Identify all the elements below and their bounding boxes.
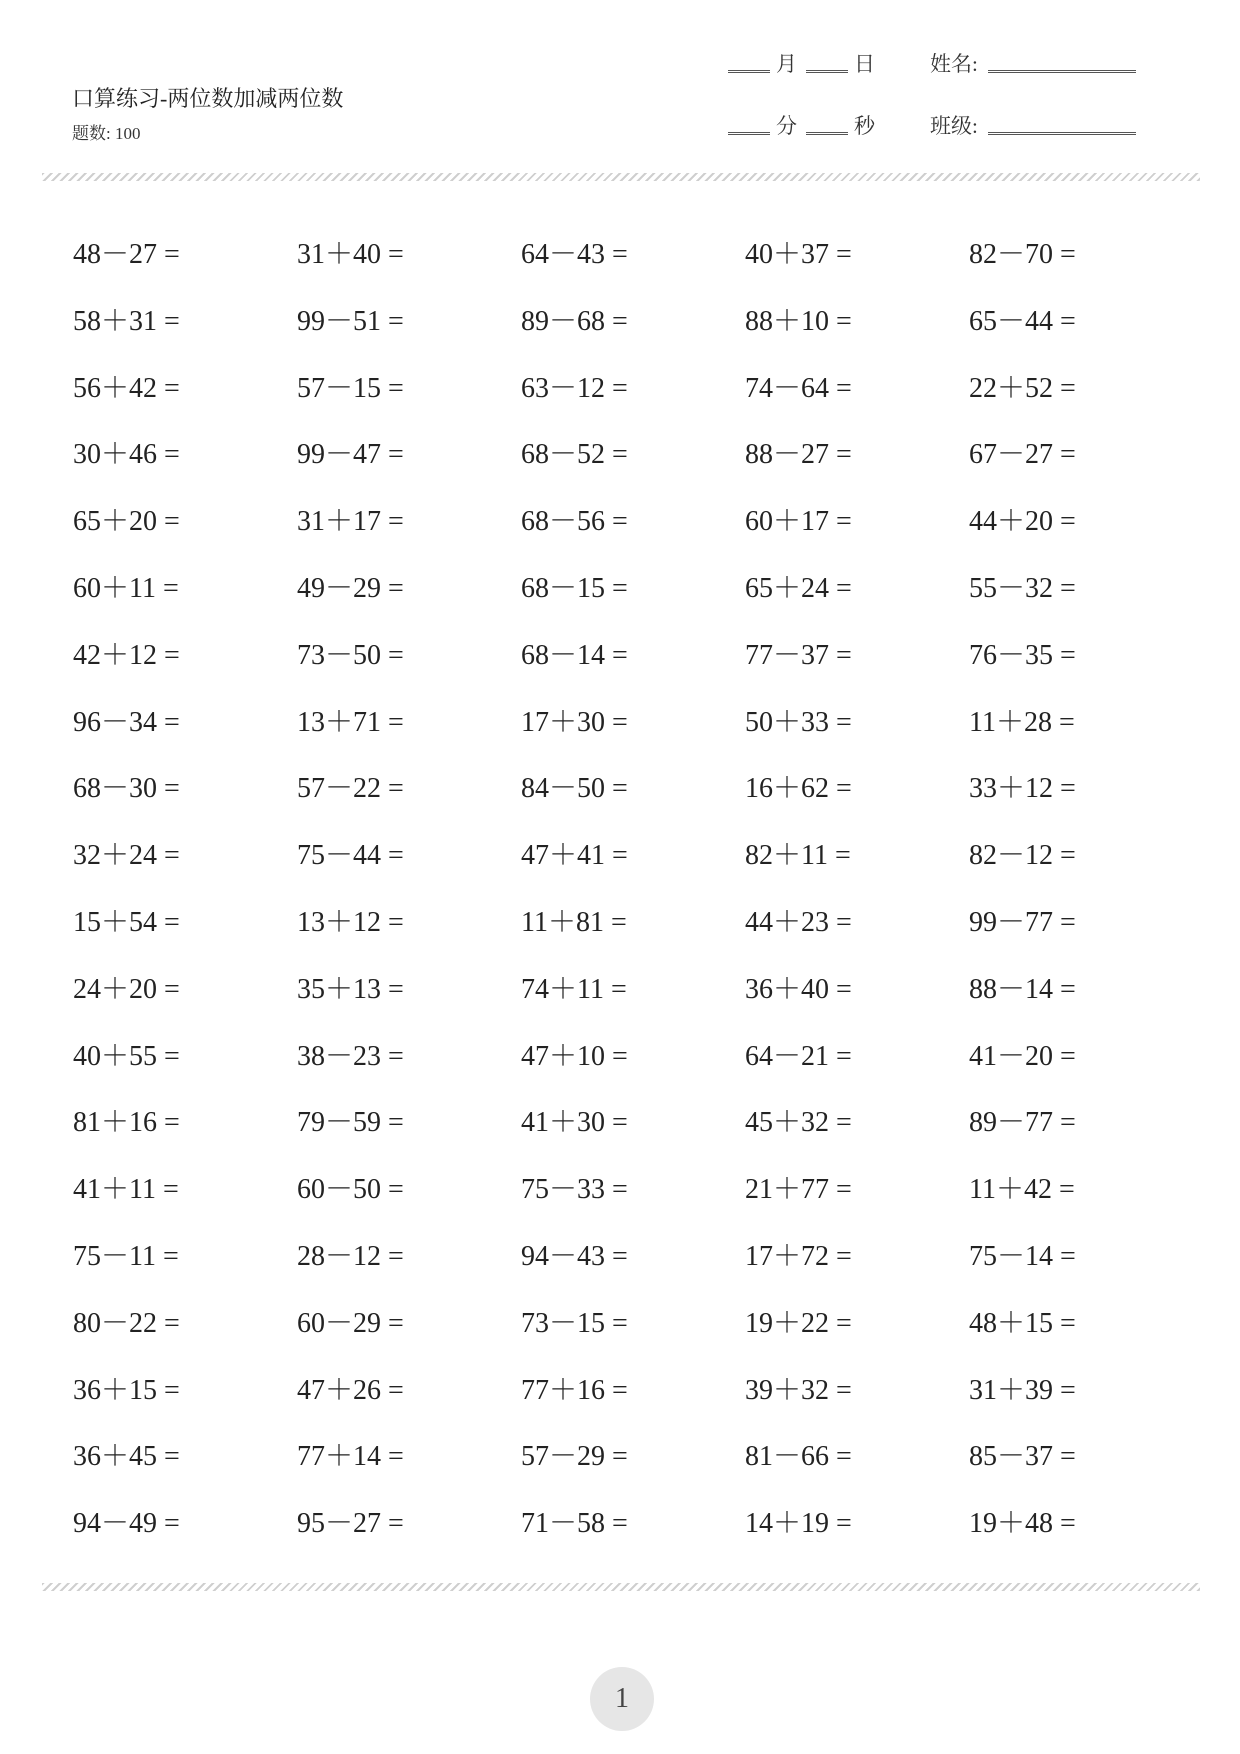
arithmetic-problem: 11＋81 = (521, 906, 627, 938)
arithmetic-problem: 31＋40 = (297, 239, 404, 270)
arithmetic-problem: 68－15 = (521, 572, 628, 604)
arithmetic-problem: 39＋32 = (745, 1374, 852, 1406)
arithmetic-problem: 35＋13 = (297, 973, 404, 1005)
problem-row (73, 422, 1203, 489)
arithmetic-problem: 47＋26 = (297, 1374, 404, 1406)
arithmetic-problem: 79－59 = (297, 1107, 404, 1139)
arithmetic-problem: 22＋52 = (969, 372, 1076, 404)
arithmetic-problem: 82＋11 = (745, 840, 851, 872)
problem-row (73, 823, 1203, 890)
problem-row (73, 957, 1203, 1024)
time-class-row (728, 110, 1158, 150)
arithmetic-problem: 36＋40 = (745, 973, 852, 1005)
arithmetic-problem: 41＋11 = (73, 1174, 179, 1206)
arithmetic-problem: 82－12 = (969, 840, 1076, 872)
arithmetic-problem: 60＋11 = (73, 572, 179, 604)
problem-row (73, 1491, 1203, 1558)
arithmetic-problem: 68－30 = (73, 773, 180, 805)
bottom-divider (42, 1583, 1200, 1591)
arithmetic-problem: 42＋12 = (73, 639, 180, 671)
arithmetic-problem: 81＋16 = (73, 1107, 180, 1139)
problem-grid (73, 222, 1203, 1558)
arithmetic-problem: 58＋31 = (73, 305, 180, 337)
day-blank (806, 70, 848, 73)
arithmetic-problem: 55－32 = (969, 572, 1076, 604)
arithmetic-problem: 89－77 = (969, 1107, 1076, 1139)
arithmetic-problem: 73－15 = (521, 1307, 628, 1339)
arithmetic-problem: 99－77 = (969, 906, 1076, 938)
second-blank (806, 132, 848, 135)
arithmetic-problem: 16＋62 = (745, 773, 852, 805)
second-label: 秒 (854, 114, 875, 138)
arithmetic-problem: 95－27 = (297, 1508, 404, 1540)
arithmetic-problem: 19＋22 = (745, 1307, 852, 1339)
arithmetic-problem: 65＋24 = (745, 572, 852, 604)
arithmetic-problem: 74－64 = (745, 372, 852, 404)
student-info-fields (728, 48, 1158, 150)
arithmetic-problem: 76－35 = (969, 639, 1076, 671)
arithmetic-problem: 96－34 = (73, 706, 180, 738)
worksheet-header (72, 82, 343, 144)
arithmetic-problem: 45＋32 = (745, 1107, 852, 1139)
arithmetic-problem: 31＋39 = (969, 1374, 1076, 1406)
arithmetic-problem: 75－44 = (297, 840, 404, 872)
arithmetic-problem: 63－12 = (521, 372, 628, 404)
problem-row (73, 1424, 1203, 1491)
arithmetic-problem: 60＋17 = (745, 506, 852, 538)
problem-row (73, 890, 1203, 957)
arithmetic-problem: 80－22 = (73, 1307, 180, 1339)
class-blank (988, 132, 1136, 135)
arithmetic-problem: 88＋10 = (745, 305, 852, 337)
arithmetic-problem: 41－20 = (969, 1040, 1076, 1072)
arithmetic-problem: 77＋14 = (297, 1441, 404, 1473)
problem-count: 题数: 100 (72, 124, 141, 143)
arithmetic-problem: 67－27 = (969, 439, 1076, 471)
arithmetic-problem: 19＋48 = (969, 1508, 1076, 1540)
arithmetic-problem: 71－58 = (521, 1508, 628, 1540)
arithmetic-problem: 94－43 = (521, 1240, 628, 1272)
minute-label: 分 (776, 114, 797, 138)
arithmetic-problem: 17＋72 = (745, 1240, 852, 1272)
arithmetic-problem: 68－14 = (521, 639, 628, 671)
worksheet-title: 口算练习-两位数加减两位数 (72, 86, 344, 111)
arithmetic-problem: 15＋54 = (73, 906, 180, 938)
arithmetic-problem: 31＋17 = (297, 506, 404, 538)
arithmetic-problem: 89－68 = (521, 305, 628, 337)
arithmetic-problem: 99－51 = (297, 305, 404, 337)
arithmetic-problem: 28－12 = (297, 1240, 404, 1272)
top-divider (42, 173, 1200, 181)
problem-row (73, 1224, 1203, 1291)
problem-row (73, 1024, 1203, 1091)
arithmetic-problem: 88－27 = (745, 439, 852, 471)
arithmetic-problem: 94－49 = (73, 1508, 180, 1540)
arithmetic-problem: 99－47 = (297, 439, 404, 471)
problem-row (73, 1157, 1203, 1224)
minute-blank (728, 132, 770, 135)
arithmetic-problem: 17＋30 = (521, 706, 628, 738)
arithmetic-problem: 65－44 = (969, 305, 1076, 337)
problem-row (73, 1090, 1203, 1157)
arithmetic-problem: 38－23 = (297, 1040, 404, 1072)
problem-row (73, 289, 1203, 356)
arithmetic-problem: 74＋11 = (521, 973, 627, 1005)
page-number: 1 (590, 1667, 654, 1731)
arithmetic-problem: 41＋30 = (521, 1107, 628, 1139)
arithmetic-problem: 73－50 = (297, 639, 404, 671)
arithmetic-problem: 40＋55 = (73, 1040, 180, 1072)
arithmetic-problem: 56＋42 = (73, 372, 180, 404)
arithmetic-problem: 36＋15 = (73, 1374, 180, 1406)
arithmetic-problem: 60－50 = (297, 1174, 404, 1206)
problem-row (73, 356, 1203, 423)
arithmetic-problem: 47＋10 = (521, 1040, 628, 1072)
arithmetic-problem: 64－43 = (521, 239, 628, 270)
arithmetic-problem: 85－37 = (969, 1441, 1076, 1473)
name-blank (988, 70, 1136, 73)
arithmetic-problem: 82－70 = (969, 239, 1076, 270)
problem-row (73, 556, 1203, 623)
problem-row (73, 690, 1203, 757)
arithmetic-problem: 88－14 = (969, 973, 1076, 1005)
arithmetic-problem: 11＋28 = (969, 706, 1075, 738)
name-label: 姓名: (930, 52, 978, 76)
arithmetic-problem: 33＋12 = (969, 773, 1076, 805)
arithmetic-problem: 64－21 = (745, 1040, 852, 1072)
arithmetic-problem: 75－33 = (521, 1174, 628, 1206)
arithmetic-problem: 50＋33 = (745, 706, 852, 738)
arithmetic-problem: 32＋24 = (73, 840, 180, 872)
arithmetic-problem: 30＋46 = (73, 439, 180, 471)
arithmetic-problem: 13＋12 = (297, 906, 404, 938)
arithmetic-problem: 44＋23 = (745, 906, 852, 938)
arithmetic-problem: 68－52 = (521, 439, 628, 471)
problem-row (73, 756, 1203, 823)
problem-row (73, 222, 1203, 289)
month-label: 月 (776, 52, 797, 76)
arithmetic-problem: 75－14 = (969, 1240, 1076, 1272)
arithmetic-problem: 14＋19 = (745, 1508, 852, 1540)
problem-row (73, 489, 1203, 556)
arithmetic-problem: 77－37 = (745, 639, 852, 671)
arithmetic-problem: 48＋15 = (969, 1307, 1076, 1339)
arithmetic-problem: 44＋20 = (969, 506, 1076, 538)
arithmetic-problem: 36＋45 = (73, 1441, 180, 1473)
arithmetic-problem: 84－50 = (521, 773, 628, 805)
arithmetic-problem: 81－66 = (745, 1441, 852, 1473)
arithmetic-problem: 48－27 = (73, 239, 180, 270)
class-label: 班级: (930, 114, 978, 138)
problem-row (73, 1358, 1203, 1425)
arithmetic-problem: 57－22 = (297, 773, 404, 805)
arithmetic-problem: 65＋20 = (73, 506, 180, 538)
problem-row (73, 1291, 1203, 1358)
day-label: 日 (854, 52, 875, 76)
month-blank (728, 70, 770, 73)
arithmetic-problem: 75－11 = (73, 1240, 179, 1272)
arithmetic-problem: 60－29 = (297, 1307, 404, 1339)
arithmetic-problem: 24＋20 = (73, 973, 180, 1005)
arithmetic-problem: 77＋16 = (521, 1374, 628, 1406)
problem-row (73, 623, 1203, 690)
arithmetic-problem: 57－15 = (297, 372, 404, 404)
arithmetic-problem: 68－56 = (521, 506, 628, 538)
arithmetic-problem: 40＋37 = (745, 239, 852, 270)
arithmetic-problem: 21＋77 = (745, 1174, 852, 1206)
arithmetic-problem: 13＋71 = (297, 706, 404, 738)
arithmetic-problem: 11＋42 = (969, 1174, 1075, 1206)
arithmetic-problem: 47＋41 = (521, 840, 628, 872)
arithmetic-problem: 49－29 = (297, 572, 404, 604)
date-name-row (728, 48, 1158, 88)
arithmetic-problem: 57－29 = (521, 1441, 628, 1473)
